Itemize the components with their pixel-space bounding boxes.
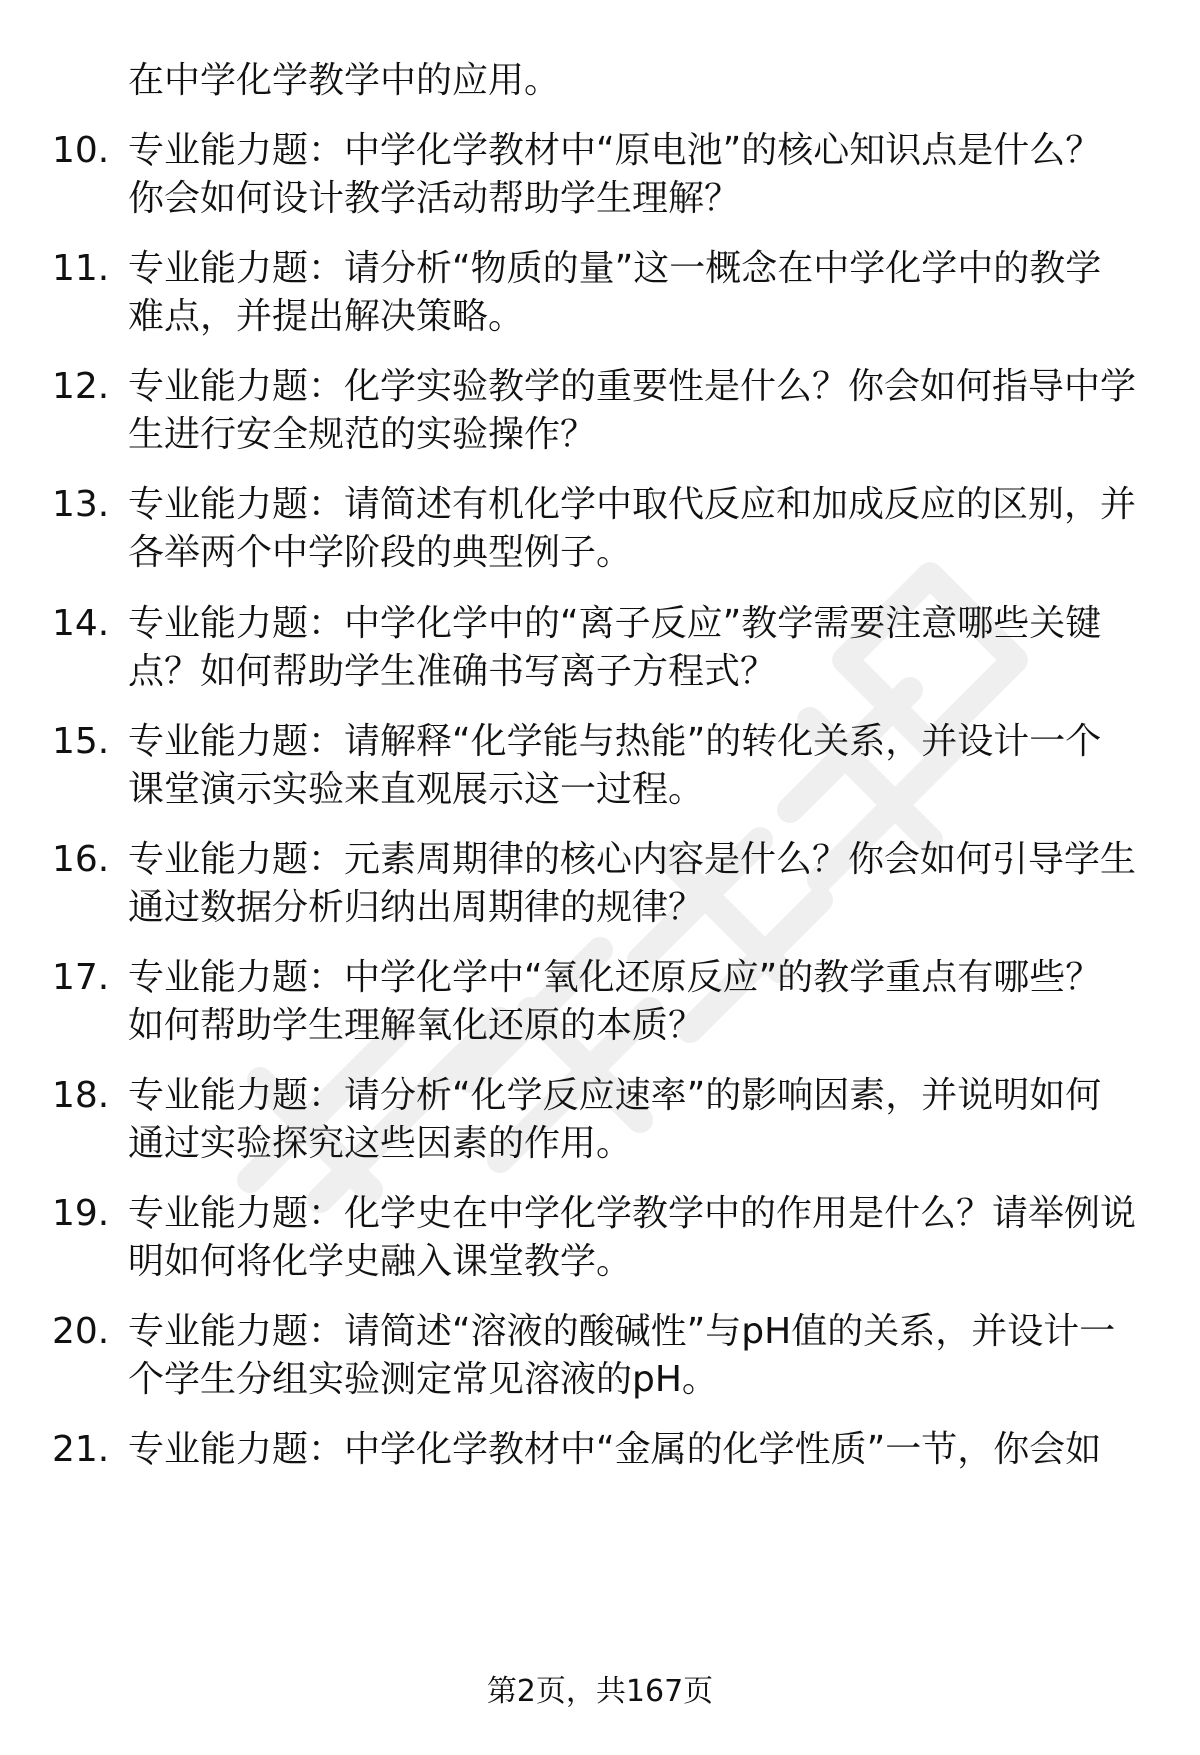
item-number: 15. [52,721,110,762]
item-text-line2: 明如何将化学史融入课堂教学。 [128,1241,633,1282]
item-number: 19. [52,1193,110,1234]
item-text-line1: 专业能力题：化学实验教学的重要性是什么？你会如何指导中学 [128,366,1137,407]
item-number: 21. [52,1429,110,1470]
list-item [0,1426,1200,1476]
item-number: 18. [52,1075,110,1116]
item-text-line1: 专业能力题：请分析“物质的量”这一概念在中学化学中的教学 [128,248,1102,289]
item-text-line2: 通过实验探究这些因素的作用。 [128,1123,633,1164]
list-item [0,600,1200,700]
item-text-line1: 专业能力题：中学化学中的“离子反应”教学需要注意哪些关键 [128,603,1102,644]
list-item [0,836,1200,936]
item-number: 10. [52,130,110,171]
list-item [0,1190,1200,1290]
item-number: 20. [52,1311,110,1352]
list-item [0,1072,1200,1172]
list-item [0,245,1200,345]
list-item [0,481,1200,581]
item-text-line1: 专业能力题：中学化学教材中“原电池”的核心知识点是什么？ [128,130,1102,171]
list-item [0,1308,1200,1408]
item-text-line2: 难点，并提出解决策略。 [128,296,525,337]
item-text-line1: 专业能力题：化学史在中学化学教学中的作用是什么？请举例说 [128,1193,1137,1234]
item-text-line2: 课堂演示实验来直观展示这一过程。 [128,769,705,810]
item-text-line1: 专业能力题：元素周期律的核心内容是什么？你会如何引导学生 [128,839,1137,880]
item-text-line1: 专业能力题：中学化学教材中“金属的化学性质”一节，你会如 [128,1429,1102,1470]
item-text-line2: 你会如何设计教学活动帮助学生理解？ [128,178,741,219]
item-text-line2: 各举两个中学阶段的典型例子。 [128,532,633,573]
list-item [0,954,1200,1054]
item-text-line1: 专业能力题：请解释“化学能与热能”的转化关系，并设计一个 [128,721,1102,762]
item-number: 16. [52,839,110,880]
item-text-line1: 专业能力题：请简述“溶液的酸碱性”与pH值的关系，并设计一 [128,1311,1116,1352]
item-text-line2: 通过数据分析归纳出周期律的规律？ [128,887,705,928]
item-text-line2: 如何帮助学生理解氧化还原的本质？ [128,1005,705,1046]
item-text-line2: 点？如何帮助学生准确书写离子方程式？ [128,651,777,692]
item-number: 12. [52,366,110,407]
list-item [0,718,1200,818]
item-text-line1: 专业能力题：请分析“化学反应速率”的影响因素，并说明如何 [128,1075,1102,1116]
item-number: 14. [52,603,110,644]
item-text-line2: 个学生分组实验测定常见溶液的pH。 [128,1359,718,1400]
item-number: 13. [52,484,110,525]
item-text-line1: 专业能力题：中学化学中“氧化还原反应”的教学重点有哪些？ [128,957,1102,998]
item-text-line2: 生进行安全规范的实验操作？ [128,414,597,455]
item-number: 11. [52,248,110,289]
list-item [0,363,1200,463]
continuation-text: 在中学化学教学中的应用。 [128,60,561,101]
item-number: 17. [52,957,110,998]
item-text-line1: 专业能力题：请简述有机化学中取代反应和加成反应的区别，并 [128,484,1137,525]
list-item [0,127,1200,227]
page-footer: 第2页，共167页 [486,1674,714,1709]
